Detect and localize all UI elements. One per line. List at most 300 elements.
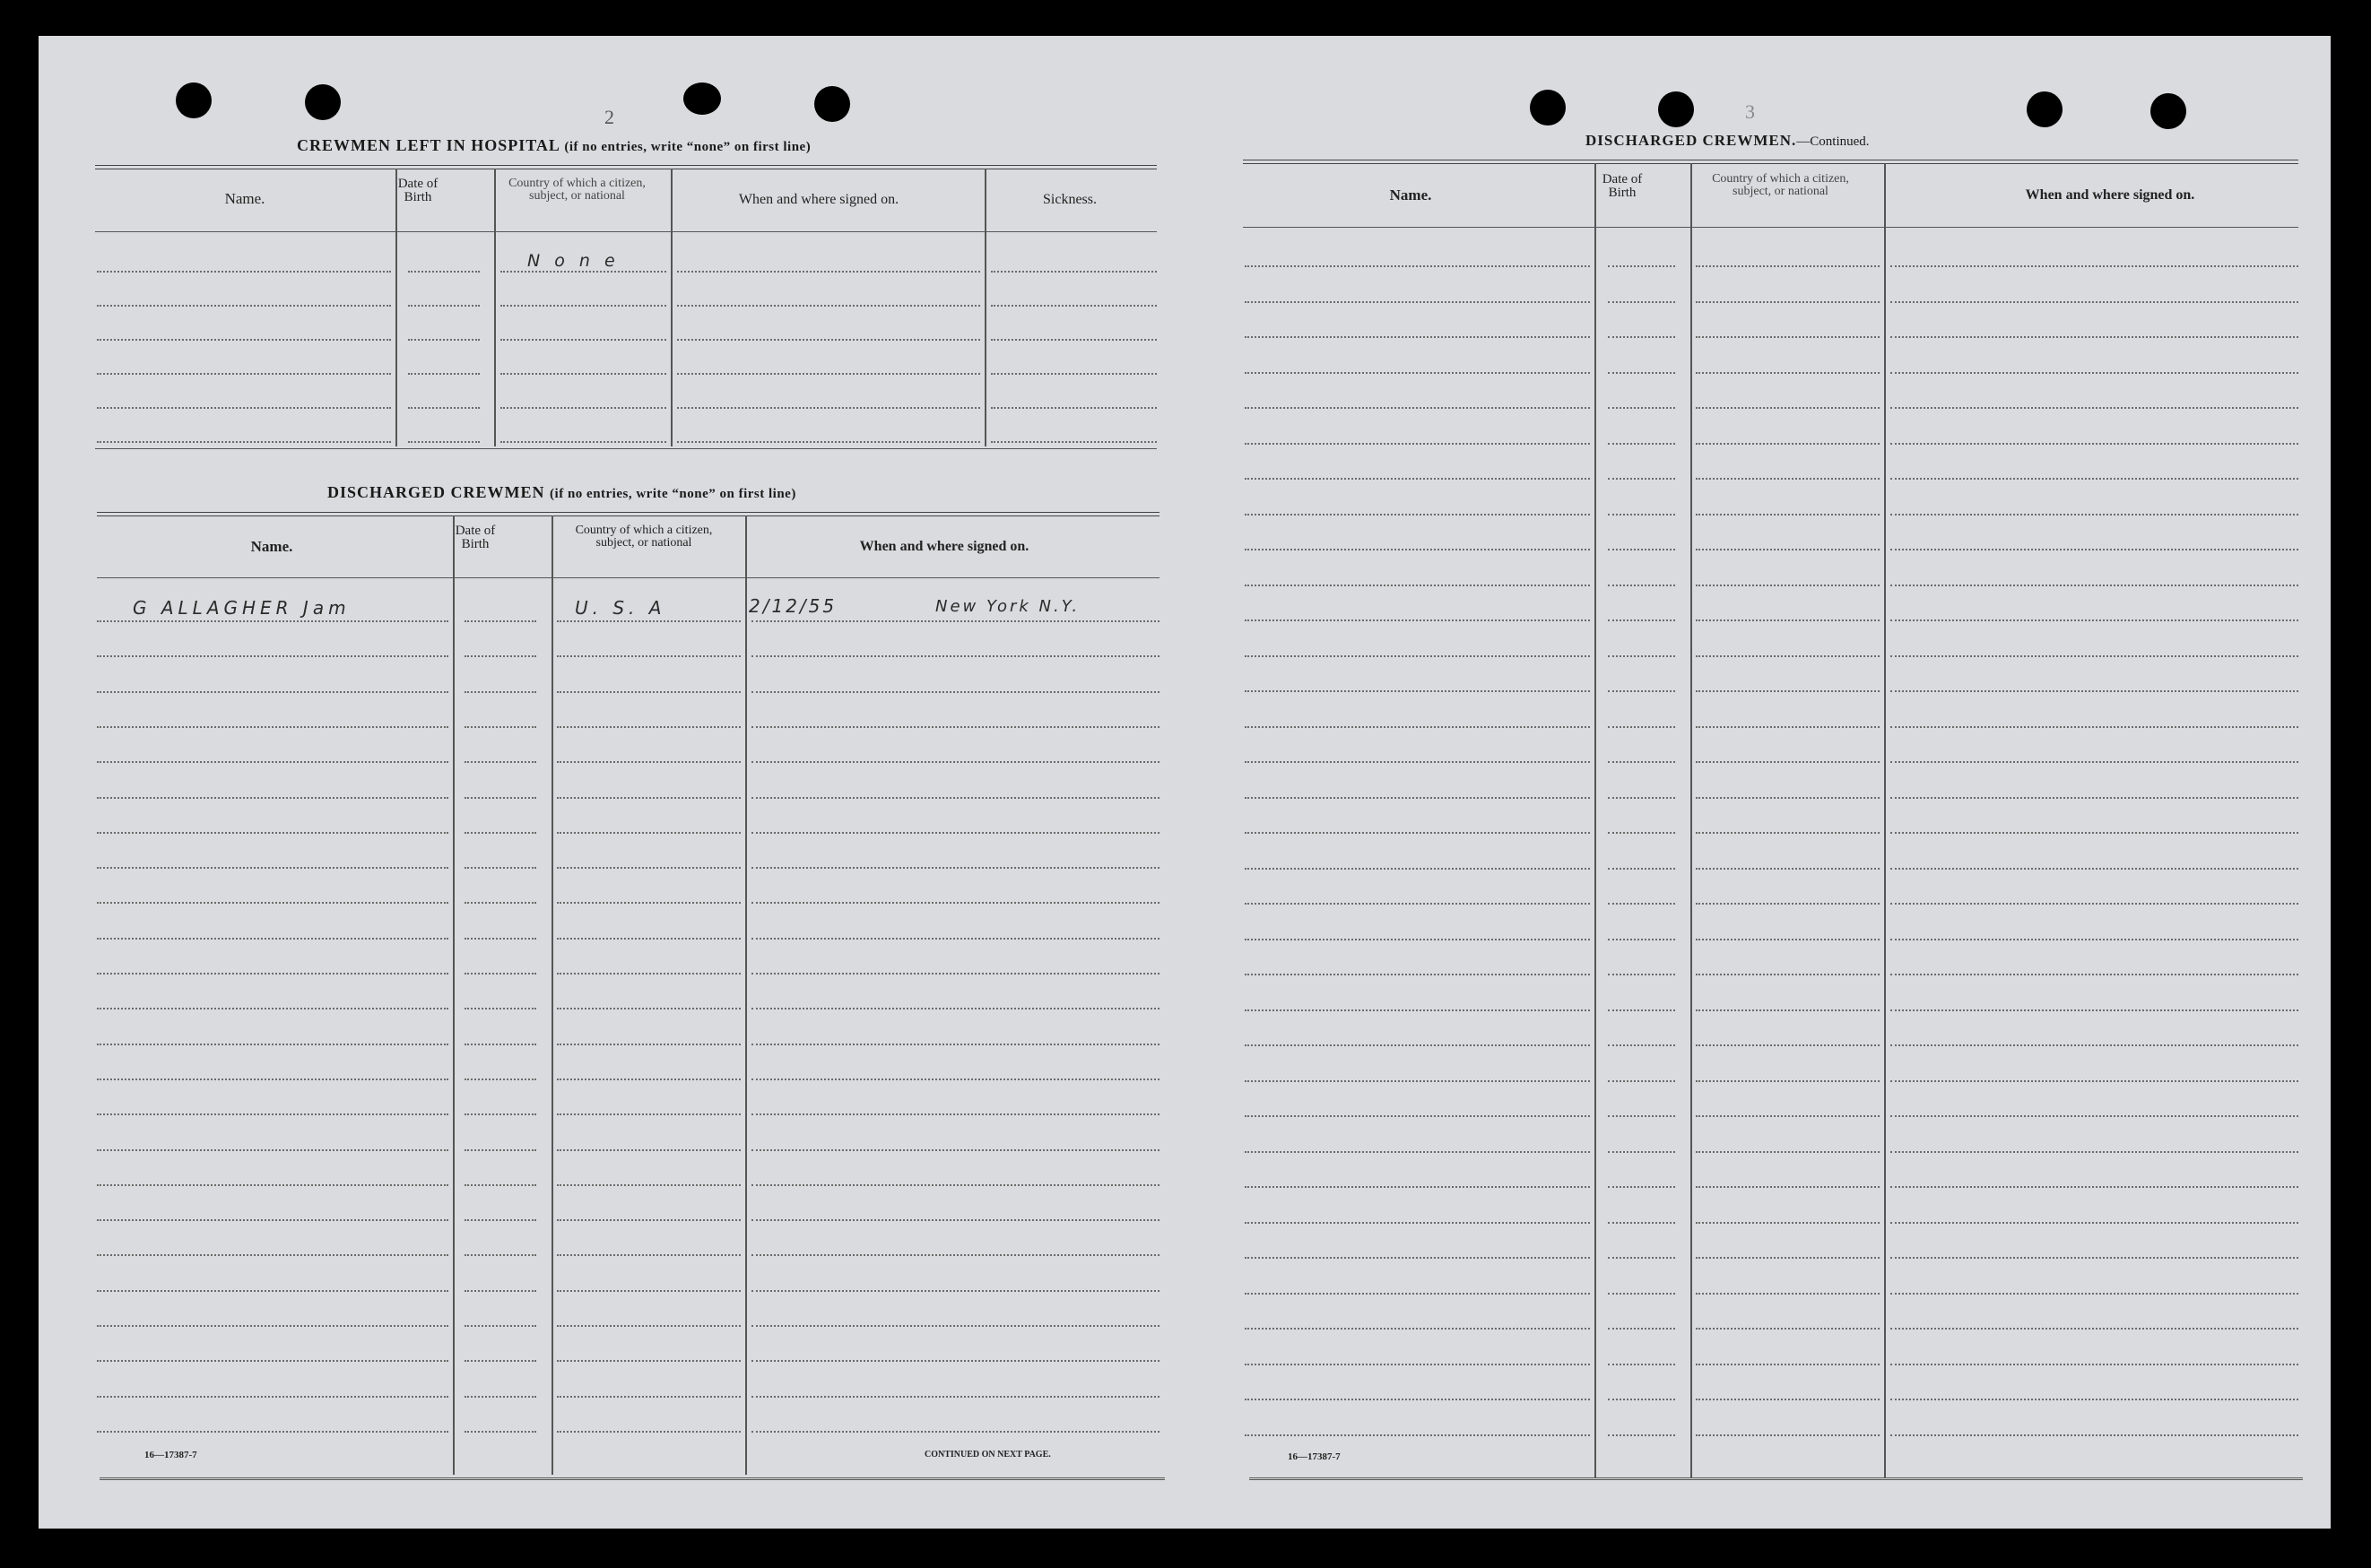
punch-hole — [814, 86, 850, 122]
ruled-line — [97, 1184, 448, 1186]
ruled-line — [1890, 301, 2298, 303]
ruled-line — [1608, 1115, 1675, 1117]
hospital-col-divider — [395, 169, 397, 446]
ruled-line — [1608, 372, 1675, 374]
ruled-line — [751, 832, 1159, 834]
ruled-line — [1608, 1151, 1675, 1153]
ruled-line — [557, 726, 741, 728]
discharged-col-divider — [551, 515, 553, 1475]
ruled-line — [97, 1113, 448, 1115]
ruled-line — [991, 339, 1157, 341]
ruled-line — [1890, 1186, 2298, 1188]
ruled-line — [1890, 1080, 2298, 1082]
right-col-dob: Date of Birth — [1602, 172, 1643, 200]
ruled-line — [1890, 797, 2298, 799]
ruled-line — [991, 271, 1157, 273]
ruled-line — [465, 1079, 536, 1080]
ruled-line — [677, 373, 980, 375]
ruled-line — [97, 1008, 448, 1009]
ruled-line — [1696, 1222, 1880, 1224]
ruled-line — [97, 1254, 448, 1256]
ruled-line — [1608, 761, 1675, 763]
ruled-line — [1608, 1080, 1675, 1082]
ruled-line — [1890, 690, 2298, 692]
ruled-line — [1696, 585, 1880, 586]
ruled-line — [1890, 549, 2298, 550]
ruled-line — [1245, 1222, 1590, 1224]
discharged-header-rule — [97, 577, 1159, 578]
ruled-line — [1696, 903, 1880, 905]
ruled-line — [465, 832, 536, 834]
ruled-line — [1245, 619, 1590, 621]
ruled-line — [1245, 1080, 1590, 1082]
ruled-line — [97, 691, 448, 693]
ruled-line — [408, 407, 480, 409]
ruled-line — [751, 620, 1159, 622]
ruled-line — [751, 1219, 1159, 1221]
ruled-line — [465, 726, 536, 728]
ruled-line — [751, 1254, 1159, 1256]
ruled-line — [97, 902, 448, 904]
ruled-line — [751, 1079, 1159, 1080]
ruled-line — [751, 1149, 1159, 1151]
ruled-line — [991, 441, 1157, 443]
ruled-line — [1608, 690, 1675, 692]
ruled-line — [677, 271, 980, 273]
punch-hole — [1530, 90, 1566, 126]
hospital-col-country: Country of which a citizen, subject, or national — [508, 177, 646, 203]
ruled-line — [97, 271, 391, 273]
ruled-line — [751, 867, 1159, 869]
discharged-section-title — [327, 483, 796, 502]
ruled-line — [751, 655, 1159, 657]
ruled-line — [1696, 372, 1880, 374]
ruled-line — [751, 1044, 1159, 1045]
ruled-line — [1696, 1044, 1880, 1046]
page-number: 2 — [604, 106, 614, 128]
crewman-name: G ALLAGHER Jam — [133, 597, 351, 619]
right-header-rule — [1243, 227, 2298, 228]
ruled-line — [1245, 407, 1590, 409]
ruled-line — [1608, 301, 1675, 303]
hospital-col-signed-on: When and where signed on. — [738, 192, 899, 207]
ruled-line — [1696, 1328, 1880, 1330]
ruled-line — [557, 797, 741, 799]
ruled-line — [1245, 797, 1590, 799]
ruled-line — [677, 441, 980, 443]
ruled-line — [1245, 726, 1590, 728]
ruled-line — [991, 407, 1157, 409]
ruled-line — [97, 407, 391, 409]
ruled-line — [1608, 1257, 1675, 1259]
punch-hole — [305, 84, 341, 120]
ruled-line — [1245, 1009, 1590, 1011]
discharged-title-text: DISCHARGED CREWMEN — [327, 483, 545, 501]
ruled-line — [1245, 903, 1590, 905]
ruled-line — [557, 1149, 741, 1151]
ruled-line — [1608, 1186, 1675, 1188]
ruled-line — [1696, 797, 1880, 799]
ruled-line — [97, 867, 448, 869]
ruled-line — [751, 797, 1159, 799]
ruled-line — [677, 407, 980, 409]
discharged-col-divider — [453, 515, 455, 1475]
ruled-line — [1245, 868, 1590, 870]
ruled-line — [557, 1325, 741, 1327]
ruled-line — [97, 797, 448, 799]
ruled-line — [1608, 1222, 1675, 1224]
ruled-line — [557, 1008, 741, 1009]
ruled-line — [97, 620, 448, 622]
ruled-line — [97, 1325, 448, 1327]
ruled-line — [1245, 265, 1590, 267]
ruled-line — [97, 1044, 448, 1045]
ruled-line — [465, 1290, 536, 1292]
ruled-line — [465, 797, 536, 799]
ruled-line — [465, 1219, 536, 1221]
punch-hole — [2027, 91, 2063, 127]
ruled-line — [1696, 549, 1880, 550]
ruled-line — [991, 305, 1157, 307]
ruled-line — [465, 691, 536, 693]
ruled-line — [1245, 372, 1590, 374]
ruled-line — [557, 1254, 741, 1256]
discharged-col-dob: Date of Birth — [455, 524, 496, 551]
ruled-line — [1608, 903, 1675, 905]
crewman-signed-on-date: 2/12/55 — [749, 595, 838, 617]
ruled-line — [557, 1431, 741, 1433]
ruled-line — [465, 1149, 536, 1151]
ruled-line — [465, 655, 536, 657]
ruled-line — [97, 1290, 448, 1292]
crewman-signed-on-place: New York N.Y. — [935, 597, 1081, 616]
ruled-line — [1696, 301, 1880, 303]
discharged-subtitle: (if no entries, write “none” on first line) — [550, 487, 796, 501]
punch-hole — [1658, 91, 1694, 127]
ruled-line — [1608, 797, 1675, 799]
ruled-line — [97, 655, 448, 657]
ruled-line — [1890, 1399, 2298, 1400]
ruled-line — [1245, 1257, 1590, 1259]
ruled-line — [1696, 1186, 1880, 1188]
hospital-header-rule — [95, 231, 1157, 232]
ruled-line — [1696, 1364, 1880, 1365]
ruled-line — [1245, 585, 1590, 586]
ruled-line — [1245, 1328, 1590, 1330]
right-col-country: Country of which a citizen, subject, or national — [1712, 172, 1849, 198]
ruled-line — [500, 373, 666, 375]
ruled-line — [1890, 939, 2298, 940]
ruled-line — [991, 373, 1157, 375]
ruled-line — [97, 1360, 448, 1362]
ruled-line — [1608, 1364, 1675, 1365]
ruled-line — [1608, 974, 1675, 975]
ruled-line — [557, 1290, 741, 1292]
ruled-line — [557, 902, 741, 904]
ruled-line — [1890, 585, 2298, 586]
ruled-line — [97, 973, 448, 975]
ruled-line — [1608, 726, 1675, 728]
ruled-line — [1608, 655, 1675, 657]
ruled-line — [1608, 1399, 1675, 1400]
ruled-line — [465, 1044, 536, 1045]
ruled-line — [465, 1360, 536, 1362]
page-number: 3 — [1745, 100, 1755, 123]
ruled-line — [751, 761, 1159, 763]
hospital-section-title — [297, 136, 811, 155]
hospital-col-dob: Date of Birth — [397, 177, 439, 204]
ruled-line — [677, 305, 980, 307]
ruled-line — [1696, 1399, 1880, 1400]
ruled-line — [557, 1360, 741, 1362]
ruled-line — [1890, 903, 2298, 905]
right-section-title — [1585, 132, 1870, 150]
ruled-line — [1890, 1151, 2298, 1153]
ruled-line — [97, 305, 391, 307]
ruled-line — [1608, 265, 1675, 267]
ruled-line — [1696, 655, 1880, 657]
ruled-line — [751, 726, 1159, 728]
ruled-line — [1608, 939, 1675, 940]
ruled-line — [97, 832, 448, 834]
ruled-line — [97, 339, 391, 341]
ruled-line — [1890, 1364, 2298, 1365]
ruled-line — [557, 655, 741, 657]
ruled-line — [500, 407, 666, 409]
ruled-line — [1245, 1293, 1590, 1295]
ruled-line — [1245, 1186, 1590, 1188]
crewman-country: U. S. A — [575, 597, 666, 619]
ruled-line — [1696, 1257, 1880, 1259]
ruled-line — [1608, 549, 1675, 550]
ruled-line — [751, 1360, 1159, 1362]
ruled-line — [1890, 832, 2298, 834]
ruled-line — [1245, 336, 1590, 338]
ruled-line — [1245, 549, 1590, 550]
right-col-name: Name. — [1389, 186, 1432, 204]
ruled-line — [500, 441, 666, 443]
ruled-line — [1245, 690, 1590, 692]
ruled-line — [1245, 1151, 1590, 1153]
right-title-text: DISCHARGED CREWMEN. — [1585, 132, 1797, 149]
ruled-line — [1608, 407, 1675, 409]
ruled-line — [557, 1079, 741, 1080]
ruled-line — [1696, 407, 1880, 409]
ruled-line — [557, 832, 741, 834]
ruled-line — [1696, 1009, 1880, 1011]
ruled-line — [751, 973, 1159, 975]
ruled-line — [465, 938, 536, 940]
ruled-line — [1890, 1044, 2298, 1046]
ruled-line — [557, 938, 741, 940]
ruled-line — [465, 973, 536, 975]
right-col-divider — [1690, 163, 1692, 1478]
ruled-line — [97, 726, 448, 728]
hospital-top-rule — [95, 165, 1157, 169]
discharged-col-divider — [745, 515, 747, 1475]
ruled-line — [751, 902, 1159, 904]
ruled-line — [1245, 1044, 1590, 1046]
discharged-col-name: Name. — [250, 538, 293, 555]
form-number: 16—17387-7 — [144, 1450, 197, 1460]
ruled-line — [557, 1184, 741, 1186]
ruled-line — [1696, 690, 1880, 692]
ruled-line — [465, 1325, 536, 1327]
ruled-line — [1696, 619, 1880, 621]
ruled-line — [500, 305, 666, 307]
ruled-line — [408, 441, 480, 443]
ruled-line — [1890, 655, 2298, 657]
ruled-line — [1890, 1293, 2298, 1295]
hospital-title-text: CREWMEN LEFT IN HOSPITAL — [297, 136, 560, 154]
document-sheet — [39, 36, 2331, 1529]
ruled-line — [408, 373, 480, 375]
ruled-line — [1608, 1328, 1675, 1330]
right-bottom-rule — [1249, 1477, 2303, 1480]
ruled-line — [1890, 1009, 2298, 1011]
ruled-line — [751, 691, 1159, 693]
hospital-subtitle: (if no entries, write “none” on first line) — [564, 140, 812, 154]
ruled-line — [1696, 1080, 1880, 1082]
ruled-line — [465, 902, 536, 904]
discharged-col-signed-on: When and where signed on. — [859, 539, 1029, 554]
ruled-line — [97, 761, 448, 763]
ruled-line — [1245, 1115, 1590, 1117]
ruled-line — [1890, 726, 2298, 728]
hospital-col-divider — [671, 169, 673, 446]
ruled-line — [465, 620, 536, 622]
hospital-col-name: Name. — [224, 190, 265, 207]
ruled-line — [1696, 726, 1880, 728]
hospital-none-entry: N o n e — [527, 251, 620, 271]
right-title-suffix: —Continued. — [1796, 134, 1870, 149]
ruled-line — [751, 1431, 1159, 1433]
ruled-line — [465, 761, 536, 763]
punch-hole — [2150, 93, 2186, 129]
ruled-line — [1608, 1293, 1675, 1295]
ruled-line — [1890, 514, 2298, 515]
ruled-line — [1245, 478, 1590, 480]
ruled-line — [557, 1396, 741, 1398]
ruled-line — [500, 339, 666, 341]
ruled-line — [557, 1113, 741, 1115]
ruled-line — [1890, 1257, 2298, 1259]
ruled-line — [1608, 1434, 1675, 1436]
ruled-line — [1890, 265, 2298, 267]
ruled-line — [1890, 1434, 2298, 1436]
punch-hole — [683, 82, 721, 115]
ruled-line — [465, 1008, 536, 1009]
continued-note: CONTINUED ON NEXT PAGE. — [925, 1450, 1051, 1460]
ruled-line — [1890, 1115, 2298, 1117]
ruled-line — [557, 973, 741, 975]
ruled-line — [1890, 974, 2298, 975]
punch-hole — [176, 82, 212, 118]
ruled-line — [1890, 761, 2298, 763]
ruled-line — [408, 305, 480, 307]
ruled-line — [1608, 619, 1675, 621]
ruled-line — [1245, 301, 1590, 303]
ruled-line — [1890, 478, 2298, 480]
ruled-line — [97, 373, 391, 375]
hospital-col-divider — [985, 169, 986, 446]
ruled-line — [1245, 939, 1590, 940]
ruled-line — [557, 620, 741, 622]
ruled-line — [557, 761, 741, 763]
ruled-line — [1608, 514, 1675, 515]
ruled-line — [1245, 655, 1590, 657]
ruled-line — [1890, 443, 2298, 445]
ruled-line — [557, 1219, 741, 1221]
ruled-line — [465, 1396, 536, 1398]
ruled-line — [1890, 868, 2298, 870]
ruled-line — [1245, 1399, 1590, 1400]
ruled-line — [1608, 336, 1675, 338]
ruled-line — [751, 1184, 1159, 1186]
hospital-col-sickness: Sickness. — [1043, 192, 1097, 207]
ruled-line — [751, 1290, 1159, 1292]
ruled-line — [465, 1431, 536, 1433]
hospital-bottom-rule — [95, 448, 1157, 449]
ruled-line — [1890, 1222, 2298, 1224]
discharged-top-rule — [97, 512, 1159, 516]
ruled-line — [557, 1044, 741, 1045]
right-col-divider — [1594, 163, 1596, 1478]
ruled-line — [1890, 407, 2298, 409]
ruled-line — [465, 867, 536, 869]
ruled-line — [751, 1325, 1159, 1327]
ruled-line — [1245, 1434, 1590, 1436]
right-top-rule — [1243, 160, 2298, 164]
ruled-line — [1696, 1151, 1880, 1153]
ruled-line — [1608, 585, 1675, 586]
ruled-line — [1696, 1293, 1880, 1295]
right-col-signed-on: When and where signed on. — [2025, 187, 2195, 203]
ruled-line — [751, 938, 1159, 940]
ruled-line — [1608, 1009, 1675, 1011]
ruled-line — [1696, 761, 1880, 763]
ruled-line — [1608, 443, 1675, 445]
ruled-line — [1890, 619, 2298, 621]
ruled-line — [751, 1396, 1159, 1398]
ruled-line — [97, 441, 391, 443]
ruled-line — [751, 1113, 1159, 1115]
ruled-line — [408, 271, 480, 273]
ruled-line — [1696, 868, 1880, 870]
form-number: 16—17387-7 — [1288, 1451, 1341, 1462]
ruled-line — [1696, 443, 1880, 445]
ruled-line — [1245, 443, 1590, 445]
ruled-line — [500, 271, 666, 273]
ruled-line — [97, 1431, 448, 1433]
ruled-line — [1245, 832, 1590, 834]
ruled-line — [1608, 1044, 1675, 1046]
ruled-line — [408, 339, 480, 341]
ruled-line — [97, 1219, 448, 1221]
discharged-bottom-rule — [100, 1477, 1165, 1480]
ruled-line — [751, 1008, 1159, 1009]
ruled-line — [1245, 1364, 1590, 1365]
ruled-line — [97, 938, 448, 940]
ruled-line — [1245, 761, 1590, 763]
ruled-line — [1696, 478, 1880, 480]
ruled-line — [1696, 265, 1880, 267]
ruled-line — [465, 1254, 536, 1256]
ruled-line — [1608, 868, 1675, 870]
ruled-line — [1696, 1115, 1880, 1117]
hospital-col-divider — [494, 169, 496, 446]
ruled-line — [1696, 974, 1880, 975]
